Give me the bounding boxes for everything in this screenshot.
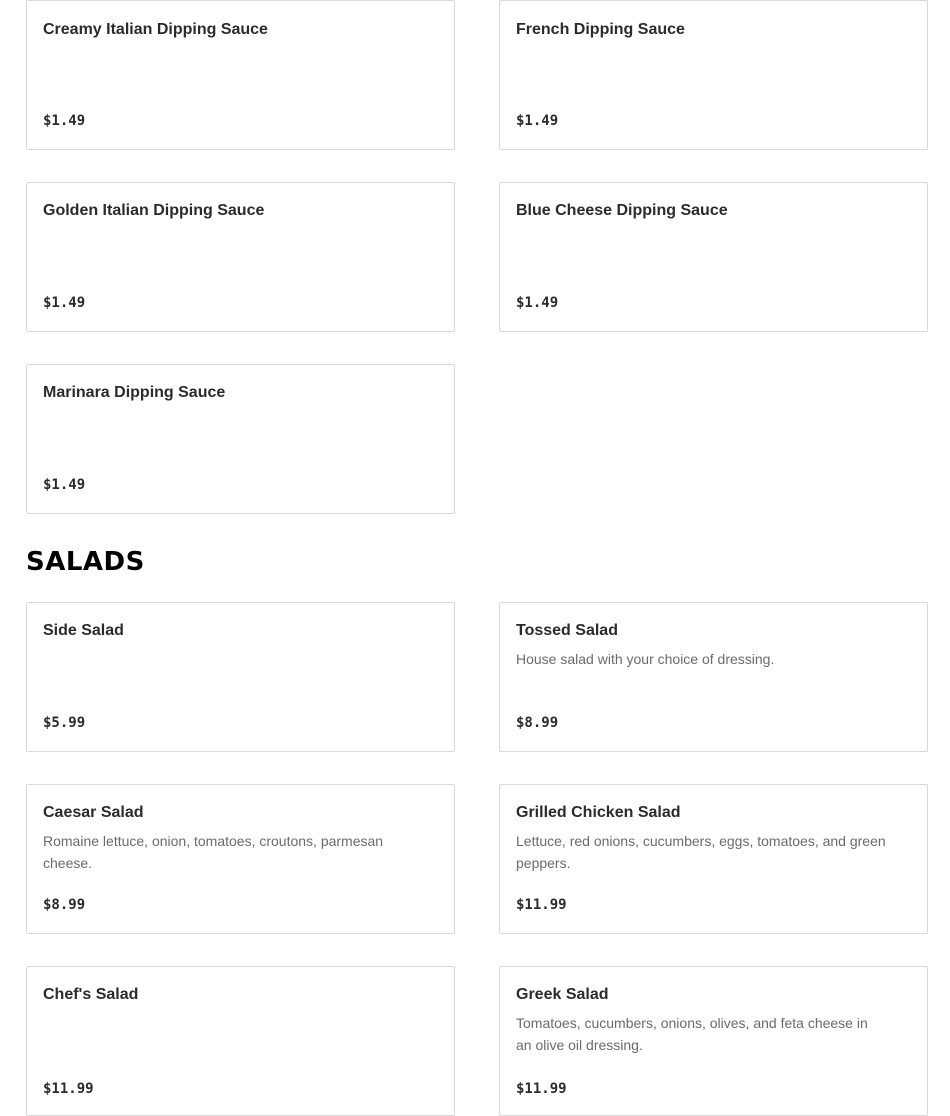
menu-item-price: $8.99 [516,715,559,731]
menu-item-name: Side Salad [43,622,124,639]
menu-item-name: Greek Salad [516,986,609,1003]
menu-item-name: Golden Italian Dipping Sauce [43,202,265,219]
menu-item-name: Creamy Italian Dipping Sauce [43,21,268,38]
menu-item-price: $1.49 [43,295,86,311]
menu-item-name: Marinara Dipping Sauce [43,384,226,401]
menu-item-card[interactable] [26,364,455,514]
menu-item-price: $8.99 [43,897,86,913]
menu-item-card[interactable] [26,182,455,332]
menu-item-price: $11.99 [43,1081,94,1097]
menu-item-name: Blue Cheese Dipping Sauce [516,202,728,219]
menu-item-price: $1.49 [43,113,86,129]
menu-item-price: $1.49 [516,295,559,311]
menu-item-card[interactable] [499,0,928,150]
menu-item-price: $1.49 [516,113,559,129]
menu-item-name: French Dipping Sauce [516,21,685,38]
menu-item-name: Grilled Chicken Salad [516,804,681,821]
menu-item-name: Chef's Salad [43,986,139,1003]
menu-item-name: Caesar Salad [43,804,144,821]
menu-item-price: $5.99 [43,715,86,731]
menu-item-price: $11.99 [516,1081,567,1097]
menu-item-card[interactable] [26,784,455,934]
menu-item-card[interactable] [26,966,455,1116]
menu-item-card[interactable] [499,784,928,934]
section-title-salads: SALADS [26,547,145,577]
menu-item-card[interactable] [499,602,928,752]
menu-item-description: House salad with your choice of dressing. [516,651,775,667]
menu-item-card[interactable] [499,966,928,1116]
menu-item-price: $11.99 [516,897,567,913]
menu-item-card[interactable] [26,602,455,752]
menu-item-description: Lettuce, red onions, cucumbers, eggs, tomatoes, and green peppers. [516,833,886,871]
menu-item-card[interactable] [499,182,928,332]
menu-item-description: Tomatoes, cucumbers, onions, olives, and feta cheese in an olive oil dressing. [516,1015,868,1053]
menu-item-name: Tossed Salad [516,622,618,639]
menu-item-card[interactable] [26,0,455,150]
menu-item-description: Romaine lettuce, onion, tomatoes, croutons, parmesan cheese. [43,833,384,871]
menu-item-price: $1.49 [43,477,86,493]
